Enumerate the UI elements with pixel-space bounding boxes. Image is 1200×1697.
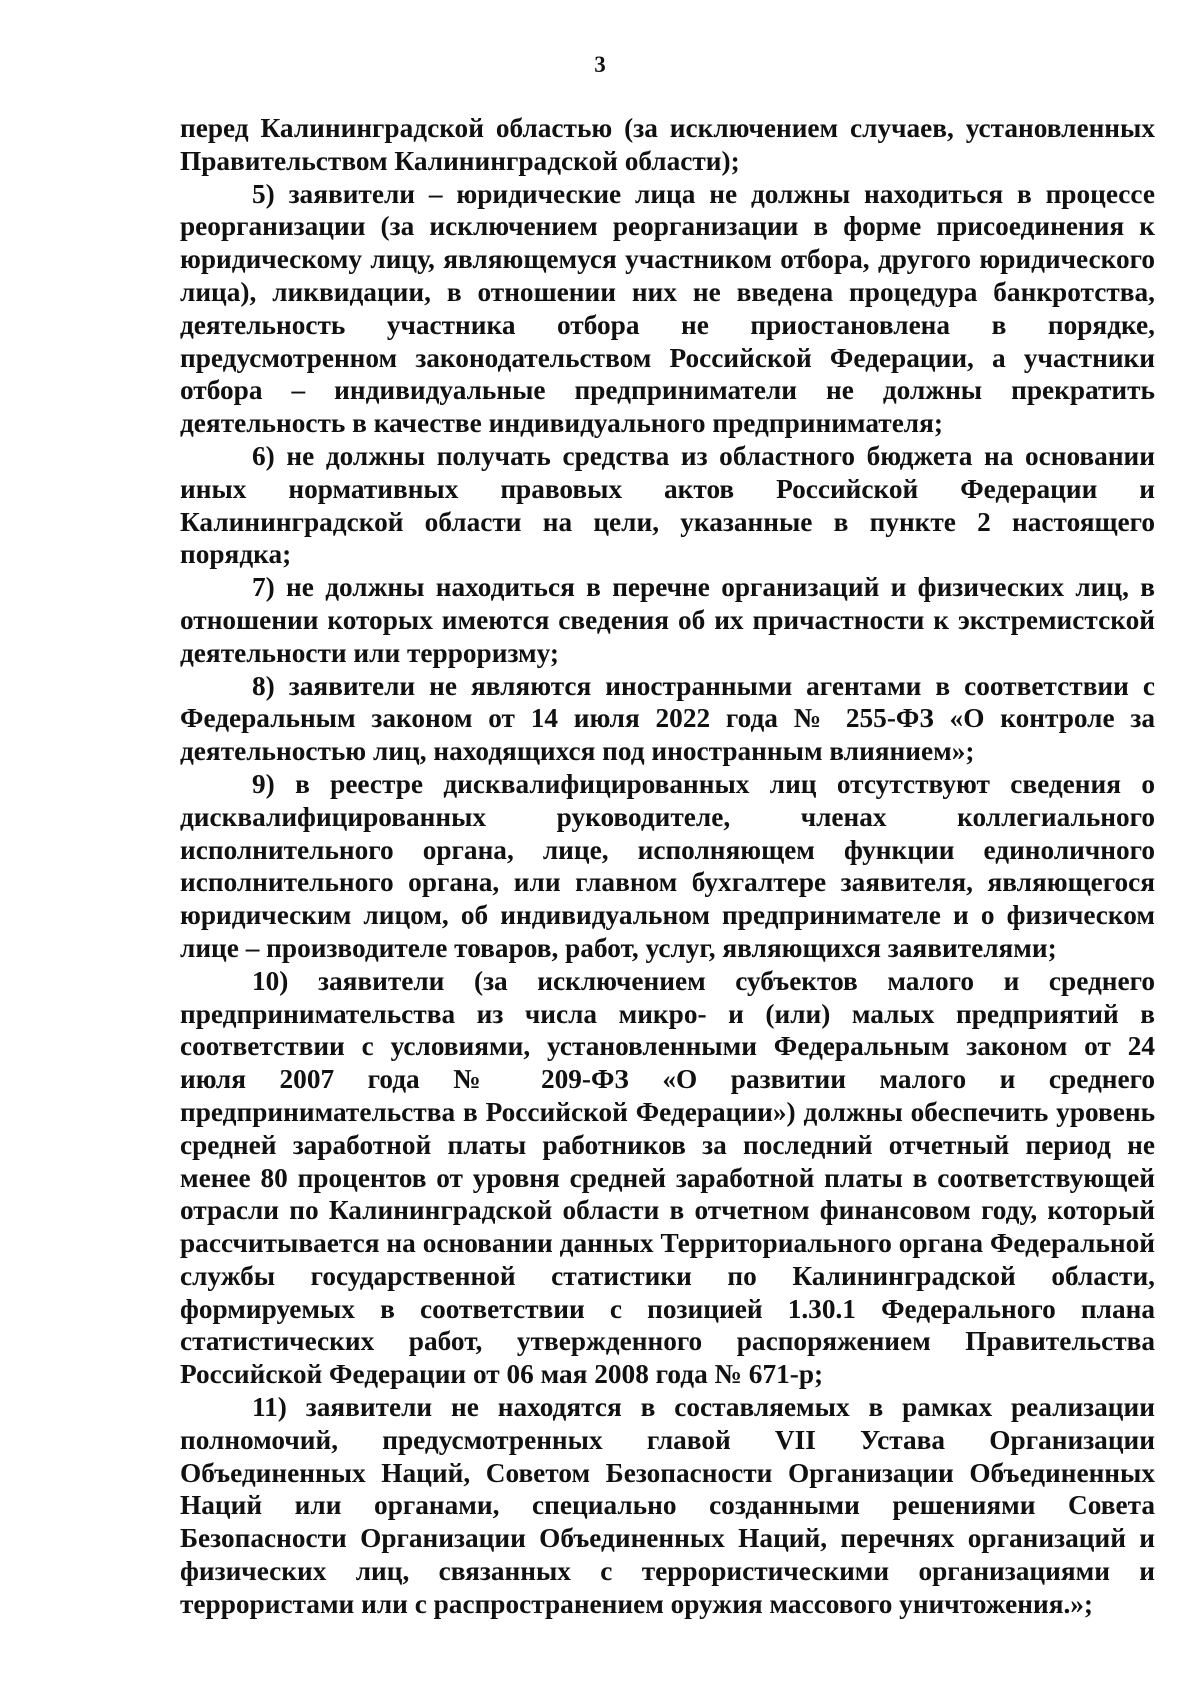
page-number: 3 xyxy=(594,52,606,77)
paragraph-item-6: 6) не должны получать средства из областного бюджета на основании иных нормативных правовых актов Российской Федерации и Калининградской области на цели, указанные в пункте 2 настоящего порядка; xyxy=(180,440,1155,570)
paragraph-item-8: 8) заявители не являются иностранными агентами в соответствии с Федеральным законом от 14 июля 2022 года № 255-ФЗ «О контроле за деятельностью лиц, находящихся под иностранным влиянием»; xyxy=(180,670,1155,767)
paragraph-item-11: 11) заявители не находятся в составляемых в рамках реализации полномочий, предусмотренных главой VII Устава Организации Объединенных Наций, Советом Безопасности Организации Объединенных Наций или органами, специально созданными решениями Совета Безопасности Организации Объединенных Наций, перечнях организаций и физических лиц, связанных с террористическими организациями и террористами или с распространением оружия массового уничтожения.»; xyxy=(180,1392,1155,1619)
paragraph-item-9: 9) в реестре дисквалифицированных лиц отсутствуют сведения о дисквалифицированных руководителе, членах коллегиального исполнительного органа, лице, исполняющем функции единоличного исполнительного органа, или главном бухгалтере заявителя, являющегося юридическим лицом, об индивидуальном предпринимателе и о физическом лице – производителе товаров, работ, услуг, являющихся заявителями; xyxy=(180,768,1155,963)
paragraph-item-7: 7) не должны находиться в перечне организаций и физических лиц, в отношении которых имеются сведения об их причастности к экстремистской деятельности или терроризму; xyxy=(180,572,1155,668)
paragraph-item-5: 5) заявители – юридические лица не должны находиться в процессе реорганизации (за исключением реорганизации в форме присоединения к юридическому лицу, являющемуся участником отбора, другого юридического лица), ликвидации, в отношении них не введена процедура банкротства, деятельность участника отбора не приостановлена в порядке, предусмотренном законодательством Российской Федерации, а участники отбора – индивидуальные предприниматели не должны прекратить деятельность в качестве индивидуального предпринимателя; xyxy=(180,178,1155,439)
document-body xyxy=(180,112,1155,1621)
paragraph-continuation: перед Калининградской областью (за исключением случаев, установленных Правительством Калининградской области); xyxy=(180,113,1155,176)
paragraph-item-10: 10) заявители (за исключением субъектов малого и среднего предпринимательства из числа микро- и (или) малых предприятий в соответствии с условиями, установленными Федеральным законом от 24 июля 2007 года № 209-ФЗ «О развитии малого и среднего предпринимательства в Российской Федерации») должны обеспечить уровень средней заработной платы работников за последний отчетный период не менее 80 процентов от уровня средней заработной платы в соответствующей отрасли по Калининградской области в отчетном финансовом году, который рассчитывается на основании данных Территориального органа Федеральной службы государственной статистики по Калининградской области, формируемых в соответствии с позицией 1.30.1 Федерального плана статистических работ, утвержденного распоряжением Правительства Российской Федерации от 06 мая 2008 года № 671-р; xyxy=(180,965,1155,1390)
